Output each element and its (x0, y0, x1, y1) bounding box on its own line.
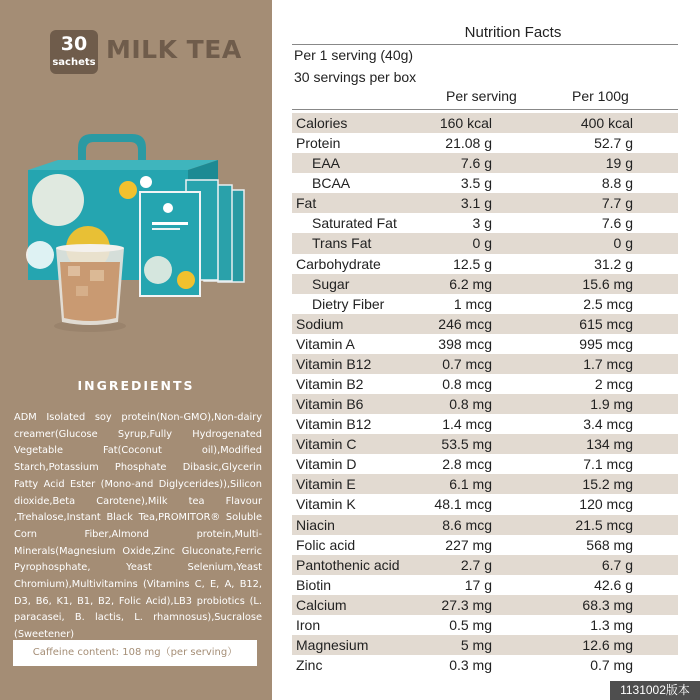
value-per-100g: 0 g (613, 235, 633, 252)
nutrition-row (292, 233, 678, 253)
value-per-serving: 3 g (472, 215, 492, 232)
value-per-serving: 53.5 mg (441, 436, 492, 453)
nutrition-facts-title: Nutrition Facts (464, 24, 562, 41)
nutrient-name: Vitamin A (296, 335, 355, 352)
milk-tea-glass-illustration (54, 244, 126, 332)
sachets-illustration (140, 180, 244, 296)
value-per-100g: 615 mcg (579, 315, 633, 332)
value-per-100g: 21.5 mcg (575, 516, 633, 533)
value-per-100g: 19 g (605, 155, 633, 172)
value-per-100g: 15.2 mg (582, 476, 633, 493)
nutrient-name: Vitamin C (296, 436, 357, 453)
sachet-unit: sachets (52, 57, 96, 68)
value-per-serving: 5 mg (460, 637, 492, 654)
nutrient-name: Sugar (312, 275, 350, 292)
value-per-serving: 2.8 mcg (442, 456, 492, 473)
value-per-100g: 6.7 g (601, 556, 633, 573)
title-divider (292, 44, 678, 45)
nutrition-row (292, 635, 678, 655)
nutrient-name: Vitamin D (296, 456, 357, 473)
sachet-count-badge (50, 30, 98, 74)
value-per-serving: 0.7 mcg (442, 355, 492, 372)
value-per-serving: 227 mg (445, 536, 492, 553)
value-per-100g: 1.9 mg (590, 396, 633, 413)
nutrition-row (292, 294, 678, 314)
value-per-serving: 246 mcg (438, 315, 492, 332)
nutrition-row (292, 354, 678, 374)
nutrient-name: Protein (296, 135, 341, 152)
nutrition-row (292, 434, 678, 454)
value-per-serving: 7.6 g (460, 155, 492, 172)
value-per-100g: 2.5 mcg (583, 295, 633, 312)
nutrition-row (292, 173, 678, 193)
value-per-serving: 17 g (464, 576, 492, 593)
value-per-100g: 68.3 mg (582, 596, 633, 613)
value-per-serving: 0 g (472, 235, 492, 252)
value-per-100g: 568 mg (586, 536, 633, 553)
nutrient-name: Calories (296, 115, 348, 131)
value-per-100g: 7.6 g (601, 215, 633, 232)
nutrition-row (292, 515, 678, 535)
nutrition-row (292, 374, 678, 394)
version-tag: 1131002版本 (610, 681, 700, 700)
value-per-serving: 27.3 mg (441, 596, 492, 613)
value-per-100g: 1.3 mg (590, 616, 633, 633)
nutrition-row (292, 394, 678, 414)
nutrition-row (292, 113, 678, 133)
nutrition-row (292, 193, 678, 213)
value-per-serving: 1 mcg (453, 295, 492, 312)
value-per-100g: 400 kcal (580, 115, 633, 131)
value-per-serving: 6.2 mg (449, 275, 492, 292)
value-per-serving: 3.5 g (460, 175, 492, 192)
product-panel (0, 0, 272, 700)
column-header-per-100g: Per 100g (572, 88, 629, 104)
value-per-serving: 12.5 g (453, 255, 492, 272)
column-header-per-serving: Per serving (446, 88, 517, 104)
nutrient-name: Biotin (296, 576, 332, 593)
value-per-100g: 12.6 mg (582, 637, 633, 654)
serving-size: Per 1 serving (40g) (294, 47, 414, 63)
nutrient-name: Niacin (296, 516, 335, 533)
value-per-serving: 8.6 mcg (442, 516, 492, 533)
value-per-serving: 2.7 g (460, 556, 492, 573)
value-per-100g: 52.7 g (594, 135, 633, 152)
nutrient-name: Sodium (296, 315, 344, 332)
ingredients-heading: INGREDIENTS (77, 378, 195, 393)
nutrient-name: Vitamin K (296, 496, 356, 513)
nutrient-name: Carbohydrate (296, 255, 381, 272)
value-per-serving: 160 kcal (439, 115, 492, 131)
nutrition-row (292, 595, 678, 615)
nutrient-name: Vitamin B2 (296, 376, 364, 393)
value-per-serving: 0.8 mg (449, 396, 492, 413)
nutrition-row (292, 334, 678, 354)
nutrient-name: Zinc (296, 657, 323, 674)
nutrient-name: Vitamin E (296, 476, 356, 493)
value-per-serving: 48.1 mcg (434, 496, 492, 513)
nutrient-name: Fat (296, 195, 317, 212)
value-per-100g: 0.7 mg (590, 657, 633, 674)
nutrient-name: BCAA (312, 175, 351, 192)
value-per-100g: 3.4 mcg (583, 416, 633, 433)
nutrient-name: Vitamin B6 (296, 396, 364, 413)
value-per-100g: 134 mg (586, 436, 633, 453)
value-per-100g: 995 mcg (579, 335, 633, 352)
value-per-serving: 0.3 mg (449, 657, 492, 674)
value-per-serving: 0.5 mg (449, 616, 492, 633)
nutrient-name: Magnesium (296, 637, 369, 654)
value-per-100g: 15.6 mg (582, 275, 633, 292)
nutrition-row (292, 454, 678, 474)
value-per-serving: 1.4 mcg (442, 416, 492, 433)
value-per-100g: 1.7 mcg (583, 355, 633, 372)
value-per-100g: 7.7 g (601, 195, 633, 212)
nutrient-name: Vitamin B12 (296, 355, 372, 372)
nutrition-row (292, 274, 678, 294)
product-package-image (18, 130, 258, 340)
value-per-serving: 6.1 mg (449, 476, 492, 493)
servings-per-box: 30 servings per box (294, 69, 417, 85)
nutrient-name: Dietry Fiber (312, 295, 385, 312)
nutrition-row (292, 615, 678, 635)
nutrient-name: EAA (312, 155, 341, 172)
nutrition-row (292, 133, 678, 153)
sachet-count: 30 (60, 33, 88, 55)
header-divider (292, 109, 678, 110)
nutrition-row (292, 575, 678, 595)
nutrition-row (292, 414, 678, 434)
nutrition-row (292, 535, 678, 555)
nutrient-name: Pantothenic acid (296, 556, 400, 573)
value-per-100g: 8.8 g (601, 175, 633, 192)
nutrient-name: Trans Fat (312, 235, 372, 252)
nutrition-row (292, 254, 678, 274)
nutrition-row (292, 213, 678, 233)
value-per-100g: 31.2 g (594, 255, 633, 272)
nutrition-row (292, 314, 678, 334)
nutrition-row (292, 153, 678, 173)
value-per-100g: 120 mcg (579, 496, 633, 513)
nutrient-name: Saturated Fat (312, 215, 397, 232)
nutrient-name: Folic acid (296, 536, 356, 553)
nutrition-row (292, 655, 678, 675)
caffeine-note: Caffeine content: 108 mg（per serving） (13, 640, 257, 666)
nutrient-name: Calcium (296, 596, 347, 613)
nutrition-row (292, 474, 678, 494)
value-per-100g: 7.1 mcg (583, 456, 633, 473)
value-per-serving: 3.1 g (460, 195, 492, 212)
value-per-serving: 398 mcg (438, 335, 492, 352)
ingredients-text: ADM Isolated soy protein(Non-GMO),Non-dairy creamer(Glucose Syrup,Fully Hydrogenated Vegetable Fat(Coconut oil),Modified Starch,Potassium Phosphate Dibasic,Glycerin Fatty Acid Ester (Mono-and Diglycerides)),Silicon dioxide,Beta Carotene),Milk tea Flavour ,Trehalose,Instant Black Tea,PROMITOR® Soluble Corn Fiber,Almond protein,Multi-Minerals(Magnesium Oxide,Zinc Gluconate,Ferric Pyrophosphate, Yeast Selenium,Yeast Chromium),Multivitamins (Vitamins C, E, A, B12, D3, B6, K1, B1, B2, Folic Acid),LB3 probiotics (L. paracasei, B. lactis, L. rhamnosus),Sucralose (Sweetener) (14, 412, 262, 641)
value-per-100g: 2 mcg (594, 376, 633, 393)
nutrient-name: Vitamin B12 (296, 416, 372, 433)
nutrition-table (292, 113, 678, 675)
nutrition-row (292, 494, 678, 514)
value-per-100g: 42.6 g (594, 576, 633, 593)
nutrient-name: Iron (296, 616, 321, 633)
product-title: MILK TEA (106, 35, 242, 64)
value-per-serving: 21.08 g (445, 135, 492, 152)
nutrition-row (292, 555, 678, 575)
value-per-serving: 0.8 mcg (442, 376, 492, 393)
